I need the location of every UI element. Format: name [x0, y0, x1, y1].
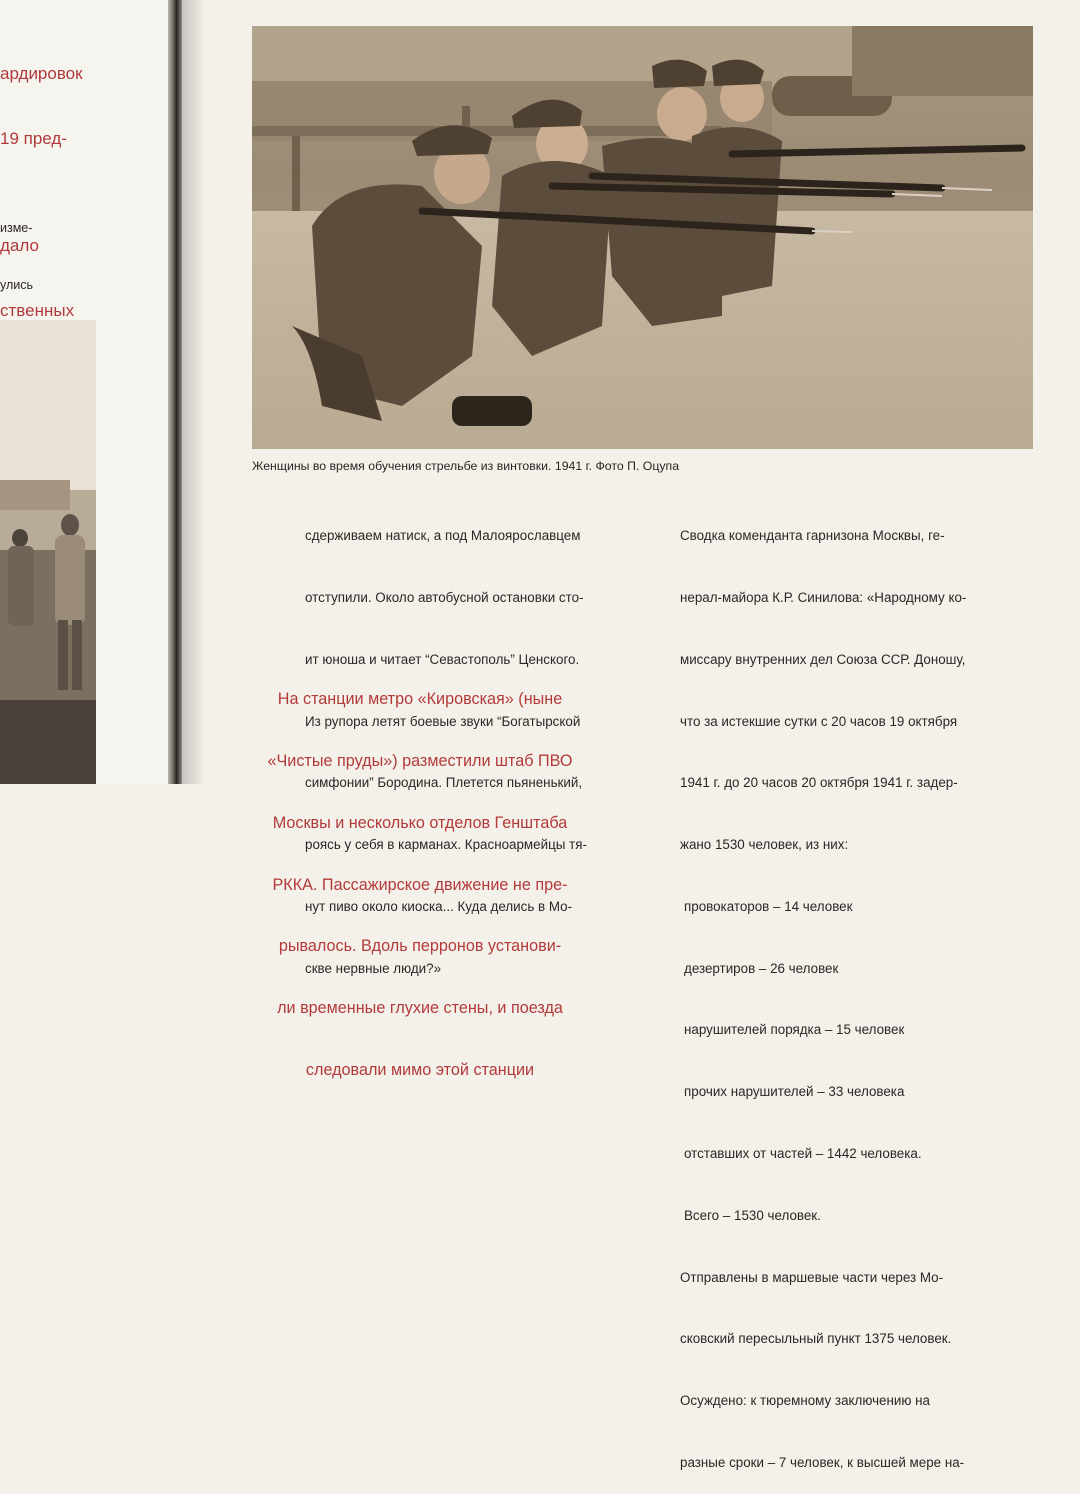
text-line: сдерживаем натиск, а под Малоярославцем: [305, 528, 581, 544]
list-item: прочих нарушителей – 33 человека: [684, 1084, 905, 1100]
left-heading-line: ардировок: [0, 64, 83, 83]
left-heading-line: 19 пред-: [0, 128, 67, 148]
left-photo-figures: [0, 320, 96, 784]
text-line: жано 1530 человек, из них:: [680, 837, 849, 853]
text-line: Из рупора летят боевые звуки “Богатырской: [305, 713, 581, 729]
text-line: роясь у себя в карманах. Красноармейцы тя-: [305, 837, 587, 853]
column-2-text: [680, 485, 980, 1494]
left-heading-line: дало: [0, 236, 39, 255]
text-line: Осуждено: к тюремному заключению на: [680, 1393, 930, 1409]
gutter-shadow: [182, 0, 206, 784]
list-item: Всего – 1530 человек.: [684, 1207, 821, 1223]
text-line: сковский пересыльный пункт 1375 человек.: [680, 1331, 952, 1347]
left-page: [0, 0, 168, 784]
text-line: нут пиво около киоска... Куда делись в Мо-: [305, 898, 573, 914]
text-line: разные сроки – 7 человек, к высшей мере на-: [680, 1454, 965, 1470]
left-heading-line: ственных: [0, 300, 75, 320]
list-item: отставших от частей – 1442 человека.: [684, 1146, 922, 1161]
list-item: провокаторов – 14 человек: [684, 898, 853, 914]
highlight-line: ли временные глухие стены, и поезда: [277, 999, 563, 1018]
highlight-line: РККА. Пассажирское движение не пре-: [272, 875, 568, 894]
left-body-line: улись: [0, 278, 34, 292]
page-gutter: [168, 0, 182, 784]
text-line: ит юноша и читает “Севастополь” Ценского.: [305, 651, 580, 667]
text-line: миссару внутренних дел Союза ССР. Доношу,: [680, 651, 966, 667]
text-line: Сводка коменданта гарнизона Москвы, ге-: [680, 528, 945, 544]
text-line: Отправлены в маршевые части через Мо-: [680, 1269, 944, 1285]
text-line: нерал-майора К.Р. Синилова: «Народному ко-: [680, 589, 967, 605]
photo-caption: Женщины во время обучения стрельбе из винтовки. 1941 г. Фото П. Оцупа: [252, 459, 680, 473]
text-line: симфонии” Бородина. Плетется пьяненький,: [305, 775, 583, 791]
women-shooting-training-image: [252, 26, 1033, 449]
highlight-line: рывалось. Вдоль перронов установи-: [278, 937, 562, 956]
text-line: отступили. Около автобусной остановки сто-: [305, 589, 584, 605]
highlight-line: Москвы и несколько отделов Генштаба: [272, 813, 568, 832]
text-line: 1941 г. до 20 часов 20 октября 1941 г. задер-: [680, 775, 958, 791]
highlight-line: «Чистые пруды») разместили штаб ПВО: [267, 751, 573, 770]
highlight-paragraph: [250, 648, 590, 1101]
text-line: скве нервные люди?»: [305, 960, 442, 976]
highlight-line: На станции метро «Кировская» (ныне: [277, 690, 563, 709]
left-page-photo: [0, 320, 96, 784]
text-line: что за истекшие сутки с 20 часов 19 октября: [680, 713, 958, 729]
list-item: нарушителей порядка – 15 человек: [684, 1022, 905, 1038]
highlight-line: следовали мимо этой станции: [305, 1060, 535, 1079]
left-body-line: изме-: [0, 221, 33, 235]
main-photo: [252, 26, 1033, 449]
list-item: дезертиров – 26 человек: [684, 960, 839, 976]
